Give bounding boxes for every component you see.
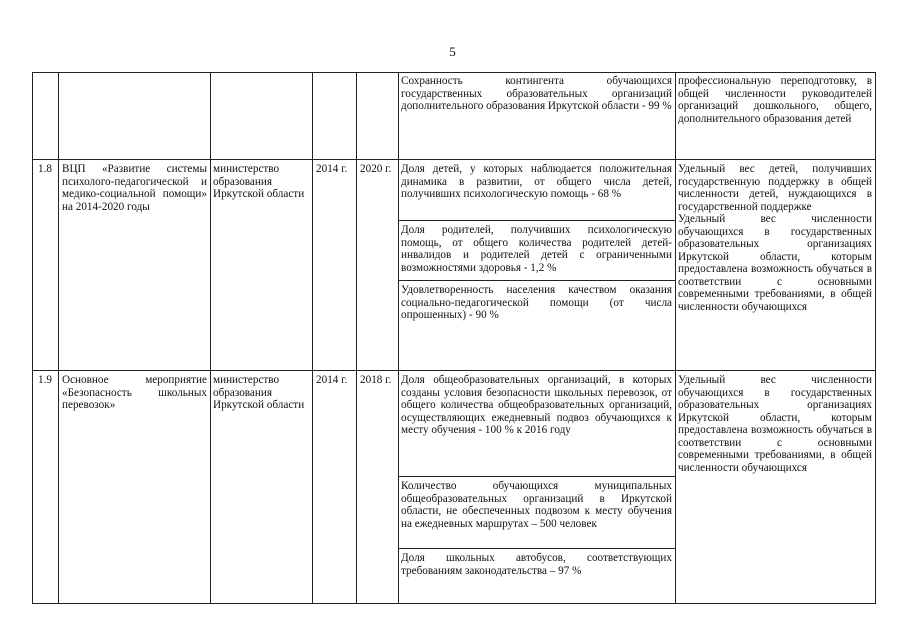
col-divider [356, 72, 357, 604]
table-border-right [875, 72, 876, 604]
start-year: 2014 г. [316, 374, 348, 386]
indicator-divider [398, 476, 676, 477]
col-divider [312, 72, 313, 604]
col-divider [398, 72, 399, 604]
col-divider [58, 72, 59, 604]
row-number: 1.8 [38, 163, 52, 175]
table-border-bottom [32, 603, 876, 604]
executor: министерство образования Иркутской области [213, 163, 305, 200]
page-number: 5 [449, 44, 456, 59]
indicator-divider [398, 220, 676, 221]
indicator-divider [398, 548, 676, 549]
row-divider [32, 370, 876, 371]
col-divider [210, 72, 211, 604]
continued-indicator: Сохранность контингента обучающихся государственных образовательных организаций дополнительного образования Иркутской области - 99 % [401, 75, 672, 112]
start-year: 2014 г. [316, 163, 348, 175]
event-name: ВЦП «Развитие системы психолого-педагогической и медико-социальной помощи» на 2014-2020 годы [62, 163, 207, 213]
program-table [32, 72, 876, 604]
target-indicators: Удельный вес численности обучающихся в государственных образовательных организациях Иркутской области, которым предоставлена возможность обучаться в соответствии с основными современными требованиями, в общей численности обучающихся [678, 374, 872, 474]
indicator: Доля школьных автобусов, соответствующих требованиям законодательства – 97 % [401, 552, 672, 577]
table-border-top [32, 72, 876, 73]
indicator: Удовлетворенность населения качеством оказания социально-педагогической помощи (от числа опрошенных) - 90 % [401, 284, 672, 321]
row-number: 1.9 [38, 374, 52, 386]
end-year: 2020 г. [360, 163, 392, 175]
indicator: Количество обучающихся муниципальных общеобразовательных организаций в Иркутской области, не обеспеченных подвозом к месту обучения на ежедневных маршрутах – 500 человек [401, 480, 672, 530]
col-divider [675, 72, 676, 604]
target-indicators: Удельный вес детей, получивших государственную поддержку в общей численности детей, нуждающихся в государственной поддержке Удельный вес численности обучающихся в государственных образовательных организациях Иркутской области, которым предоставлена возможность обучаться в соответствии с основными современными требованиями, в общей численности обучающихся [678, 163, 872, 313]
indicator-divider [398, 280, 676, 281]
end-year: 2018 г. [360, 374, 392, 386]
event-name: Основное мероприятие «Безопасность школьных перевозок» [62, 374, 207, 411]
executor: министерство образования Иркутской области [213, 374, 305, 411]
indicator: Доля детей, у которых наблюдается положительная динамика в развитии, от общего числа детей, получивших психологическую помощь - 68 % [401, 163, 672, 200]
indicator: Доля общеобразовательных организаций, в которых созданы условия безопасности школьных перевозок, от общего количества общеобразовательных организаций, осуществляющих ежедневный подвоз обучающихся к месту обучения - 100 % к 2016 году [401, 374, 672, 436]
table-border-left [32, 72, 33, 604]
continued-target: профессиональную переподготовку, в общей численности руководителей организаций дошкольного, общего, дополнительного образования детей [678, 75, 872, 125]
indicator: Доля родителей, получивших психологическую помощь, от общего количества родителей детей-инвалидов и родителей детей с ограниченными возможностями здоровья - 1,2 % [401, 224, 672, 274]
row-divider [32, 159, 876, 160]
